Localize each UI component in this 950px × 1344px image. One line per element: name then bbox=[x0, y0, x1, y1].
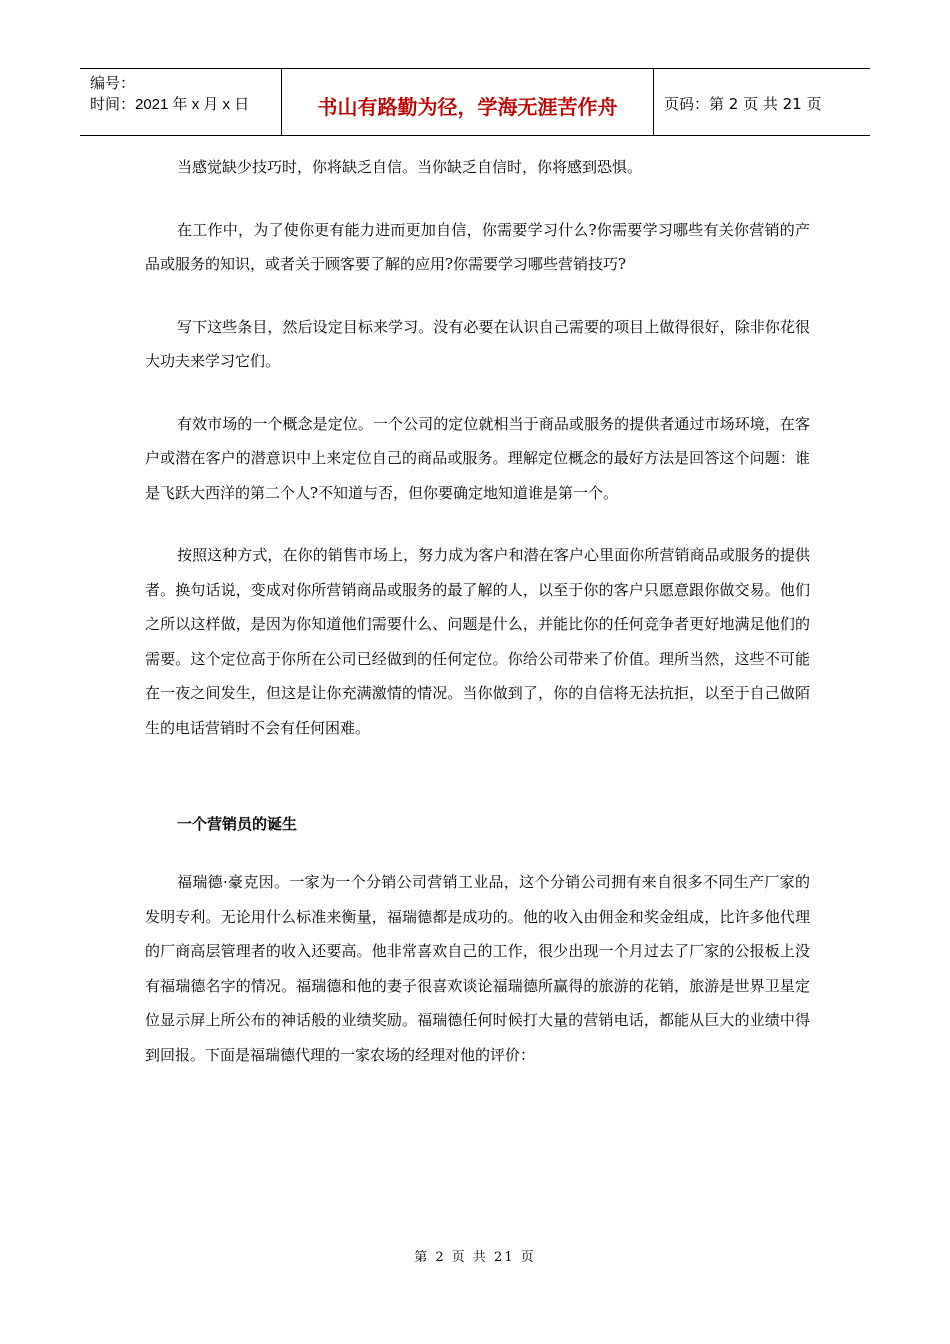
body-paragraph: 有效市场的一个概念是定位。一个公司的定位就相当于商品或服务的提供者通过市场环境，在客户或潜在客户的潜意识中上来定位自己的商品或服务。理解定位概念的最好方法是回答这个问题：谁是飞跃大西洋的第二个人?不知道与否，但你要确定地知道谁是第一个。 bbox=[145, 414, 810, 502]
document-body bbox=[145, 150, 810, 1100]
document-header bbox=[80, 68, 870, 136]
body-paragraph: 当感觉缺少技巧时，你将缺乏自信。当你缺乏自信时，你将感到恐惧。 bbox=[177, 158, 643, 176]
page-footer: 第 2 页 共 21 页 bbox=[414, 1250, 536, 1265]
body-paragraph: 写下这些条目，然后设定目标来学习。没有必要在认识自己需要的项目上做得很好，除非你花很大功夫来学习它们。 bbox=[145, 317, 810, 370]
body-paragraph: 按照这种方式，在你的销售市场上，努力成为客户和潜在客户心里面你所营销商品或服务的提供者。换句话说，变成对你所营销商品或服务的最了解的人，以至于你的客户只愿意跟你做交易。他们之所以这样做，是因为你知道他们需要什么、问题是什么，并能比你的任何竞争者更好地满足他们的需要。这个定位高于你所在公司已经做到的任何定位。你给公司带来了价值。理所当然，这些不可能在一夜之间发生，但这是让你充满激情的情况。当你做到了，你的自信将无法抗拒，以至于自己做陌生的电话营销时不会有任何困难。 bbox=[145, 546, 810, 737]
section-paragraph: 福瑞德·豪克因。一家为一个分销公司营销工业品，这个分销公司拥有来自很多不同生产厂家的发明专利。无论用什么标准来衡量，福瑞德都是成功的。他的收入由佣金和奖金组成，比许多他代理的厂商高层管理者的收入还要高。他非常喜欢自己的工作，很少出现一个月过去了厂家的公报板上没有福瑞德名字的情况。福瑞德和他的妻子很喜欢谈论福瑞德所赢得的旅游的花销，旅游是世界卫星定位显示屏上所公布的神话般的业绩奖励。福瑞德任何时候打大量的营销电话，都能从巨大的业绩中得到回报。下面是福瑞德代理的一家农场的经理对他的评价： bbox=[145, 873, 810, 1064]
document-date-label: 时间：2021 年 x 月 x 日 bbox=[90, 96, 250, 113]
header-meta-cell bbox=[80, 69, 282, 135]
header-motto-cell bbox=[282, 69, 654, 135]
body-paragraph: 在工作中，为了使你更有能力进而更加自信，你需要学习什么?你需要学习哪些有关你营销的产品或服务的知识，或者关于顾客要了解的应用?你需要学习哪些营销技巧? bbox=[145, 220, 810, 273]
header-page-info: 页码：第 2 页 共 21 页 bbox=[664, 94, 822, 113]
header-motto: 书山有路勤为径，学海无涯苦作舟 bbox=[317, 94, 618, 119]
section-heading: 一个营销员的诞生 bbox=[177, 815, 298, 833]
document-number-label: 编号： bbox=[90, 75, 136, 92]
header-page-cell bbox=[654, 69, 870, 135]
